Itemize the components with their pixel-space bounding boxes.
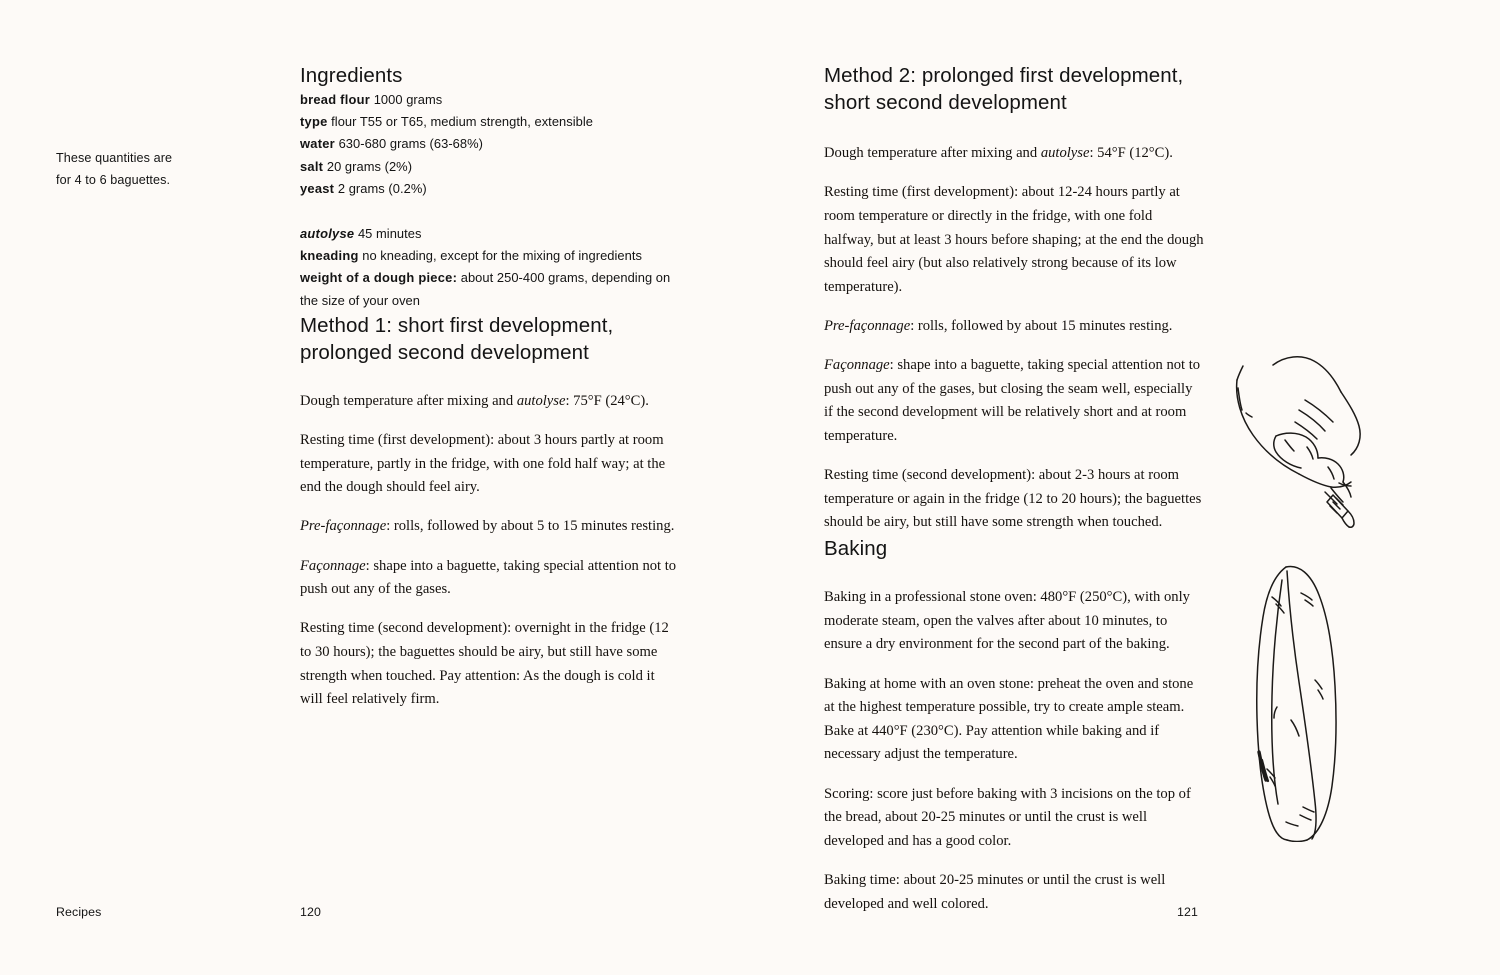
paragraph xyxy=(824,586,1204,657)
paragraph-post: : 54°F (12°C). xyxy=(1089,145,1173,162)
margin-note xyxy=(56,148,226,191)
left-page-column xyxy=(300,62,680,712)
paragraph xyxy=(824,142,1204,166)
paragraph-pre: Resting time (first development): about 12-24 hours partly at room temperature or directly in the fridge, with one fold halfway, but at least 3 hours before shaping; at the end the dough should feel airy (but also relatively strong because of its low temperature). xyxy=(824,184,1204,295)
ingredient-term: salt xyxy=(300,158,324,174)
method-2-heading xyxy=(824,62,1204,116)
ingredient-value: 2 grams (0.2%) xyxy=(334,180,427,196)
margin-note-line-1: These quantities are xyxy=(56,151,173,165)
right-page-column xyxy=(824,62,1204,916)
paragraph xyxy=(300,429,680,500)
method-1-heading xyxy=(300,312,680,366)
paragraph-post: : shape into a baguette, taking special attention not to push out any of the gases, but closing the seam well, especially if the second development will be relatively short and at room temperature. xyxy=(824,357,1201,444)
baking-body xyxy=(824,586,1204,916)
ingredient-row xyxy=(300,111,680,133)
ingredient-value: 630-680 grams (63-68%) xyxy=(334,136,483,152)
hand-with-lame-scoring-baguette-illustration xyxy=(1215,352,1420,842)
process-row xyxy=(300,223,680,245)
paragraph-pre: Scoring: score just before baking with 3 incisions on the top of the bread, about 20-25 minutes or until the crust is well developed and has a good color. xyxy=(824,785,1191,849)
paragraph xyxy=(300,390,680,414)
paragraph-post: : rolls, followed by about 15 minutes resting. xyxy=(910,317,1173,334)
ingredient-row xyxy=(300,89,680,111)
process-term: weight of a dough piece: xyxy=(300,270,458,286)
ingredient-row xyxy=(300,156,680,178)
paragraph xyxy=(824,673,1204,768)
ingredients-heading: Ingredients xyxy=(300,64,403,87)
footer-page-number-left: 120 xyxy=(300,905,321,919)
ingredient-value: flour T55 or T65, medium strength, extensible xyxy=(327,114,594,130)
paragraph-emphasis: autolyse xyxy=(1040,145,1090,162)
paragraph-pre: Dough temperature after mixing and xyxy=(300,392,517,409)
process-row xyxy=(300,245,680,267)
paragraph xyxy=(300,617,680,712)
paragraph-emphasis: Pre-façonnage xyxy=(300,518,387,535)
paragraph-pre: Baking at home with an oven stone: preheat the oven and stone at the highest temperature possible, try to create ample steam. Bake at 440°F (230°C). Pay attention while baking and if necessary adjust the temperature. xyxy=(824,675,1194,763)
paragraph-pre: Resting time (first development): about 3 hours partly at room temperature, partly in the fridge, with one fold half way; at the end the dough should feel airy. xyxy=(300,431,666,496)
process-value: about 250-400 grams, depending on the size of your oven xyxy=(300,270,671,308)
paragraph-emphasis: autolyse xyxy=(516,392,566,409)
paragraph xyxy=(824,354,1204,449)
paragraph-emphasis: Façonnage xyxy=(824,357,890,374)
process-value: 45 minutes xyxy=(354,225,422,241)
process-term: autolyse xyxy=(300,225,355,241)
paragraph-pre: Baking in a professional stone oven: 480°F (250°C), with only moderate steam, open the valves after about 10 minutes, to ensure a dry environment for the second part of the baking. xyxy=(824,589,1190,653)
ingredient-value: 1000 grams xyxy=(370,92,443,108)
process-list xyxy=(300,223,680,312)
paragraph xyxy=(300,515,680,539)
paragraph-pre: Baking time: about 20-25 minutes or until the crust is well developed and well colored. xyxy=(824,872,1166,912)
paragraph-pre: Resting time (second development): about 2-3 hours at room temperature or again in the fridge (12 to 20 hours); the baguettes should be airy, but still have some strength when touched. xyxy=(824,467,1202,531)
paragraph-pre: Resting time (second development): overnight in the fridge (12 to 30 hours); the baguettes should be airy, but still have some strength when touched. Pay attention: As the dough is cold it will feel relatively firm. xyxy=(300,620,669,708)
ingredient-row xyxy=(300,133,680,155)
paragraph xyxy=(824,464,1204,535)
footer-page-number-right: 121 xyxy=(1177,905,1198,919)
ingredient-term: water xyxy=(300,136,335,152)
page-footer xyxy=(0,905,1500,925)
ingredients-list xyxy=(300,89,680,200)
paragraph xyxy=(824,181,1204,299)
process-value: no kneading, except for the mixing of ingredients xyxy=(358,248,642,264)
method-1-heading-line-2: prolonged second development xyxy=(300,340,589,364)
paragraph xyxy=(300,555,680,602)
paragraph-emphasis: Pre-façonnage xyxy=(824,317,911,334)
process-row xyxy=(300,267,680,311)
margin-note-line-2: for 4 to 6 baguettes. xyxy=(56,172,171,187)
ingredient-term: yeast xyxy=(300,180,335,196)
paragraph-post: : shape into a baguette, taking special attention not to push out any of the gases. xyxy=(300,557,677,598)
process-term: kneading xyxy=(300,248,359,264)
paragraph-emphasis: Façonnage xyxy=(300,557,366,574)
footer-chapter-name: Recipes xyxy=(56,905,102,919)
ingredient-value: 20 grams (2%) xyxy=(323,158,413,174)
ingredient-term: bread flour xyxy=(300,92,371,108)
ingredient-term: type xyxy=(300,114,328,130)
method-1-body xyxy=(300,390,680,712)
paragraph-pre: Dough temperature after mixing and xyxy=(824,145,1041,162)
method-1-heading-line-1: Method 1: short first development, xyxy=(300,313,614,337)
paragraph xyxy=(824,315,1204,339)
ingredient-row xyxy=(300,178,680,200)
paragraph-post: : 75°F (24°C). xyxy=(565,392,649,409)
paragraph-post: : rolls, followed by about 5 to 15 minutes resting. xyxy=(386,518,675,535)
method-2-heading-line-1: Method 2: prolonged first development, xyxy=(824,64,1184,87)
method-2-heading-line-2: short second development xyxy=(824,91,1067,115)
paragraph xyxy=(824,783,1204,854)
method-2-body xyxy=(824,142,1204,535)
baking-heading: Baking xyxy=(824,537,888,561)
